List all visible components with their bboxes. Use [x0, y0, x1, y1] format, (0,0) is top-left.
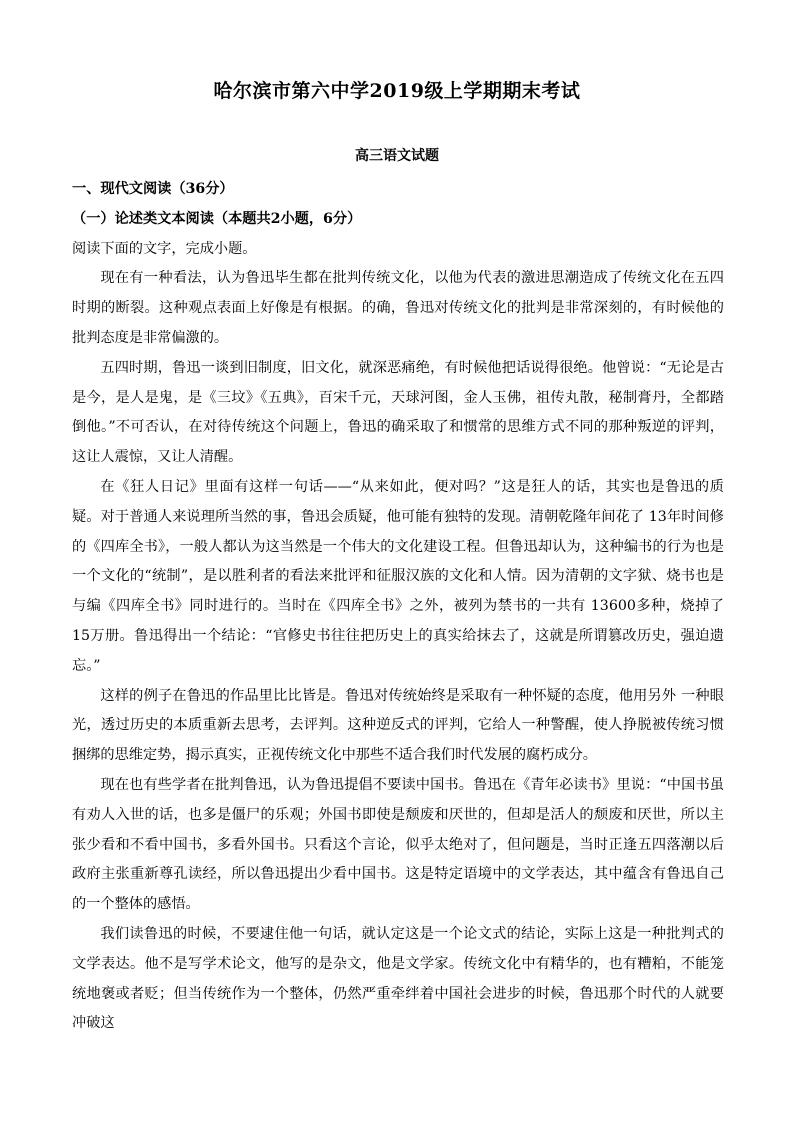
passage-paragraph-6: 我们读鲁迅的时候，不要逮住他一句话，就认定这是一个论文式的结论，实际上这是一种批判式的文学表达。他不是写学术论文，他写的是杂文，他是文学家。传统文化中有精华的，也有糟粕，不能笼统地褒或者贬；但当传统作为一个整体，仍然严重牵绊着中国社会进步的时候，鲁迅那个时代的人就要冲破这	[72, 925, 724, 1032]
subject-title: 高三语文试题	[355, 148, 439, 164]
exam-title: 哈尔滨市第六中学2019级上学期期末考试	[213, 80, 581, 102]
subsection-heading: （一）论述类文本阅读（本题共2小题，6分）	[72, 210, 362, 227]
exam-content	[72, 175, 724, 1039]
reading-instruction: 阅读下面的文字，完成小题。	[72, 240, 257, 257]
passage-paragraph-1: 现在有一种看法，认为鲁迅毕生都在批判传统文化，以他为代表的激进思潮造成了传统文化在五四时期的断裂。这种观点表面上好像是有根据。的确，鲁迅对传统文化的批判是非常深刻的，有时候他的批判态度是非常偏激的。	[72, 270, 724, 346]
passage-paragraph-2: 五四时期，鲁迅一谈到旧制度，旧文化，就深恶痛绝，有时候他把话说得很绝。他曾说：“无论是古是今，是人是鬼，是《三坟》《五典》，百宋千元，天球河图，金人玉佛，祖传丸散，秘制膏丹，全都踏倒他。”不可否认，在对待传统这个问题上，鲁迅的确采取了和惯常的思维方式不同的那种叛逆的评判，这让人震惊，又让人清醒。	[72, 359, 724, 466]
passage-paragraph-5: 现在也有些学者在批判鲁迅，认为鲁迅提倡不要读中国书。鲁迅在《青年必读书》里说：“中国书虽有劝人入世的话，也多是僵尸的乐观；外国书即使是颓废和厌世的，但却是活人的颓废和厌世，所以主张少看和不看中国书，多看外国书。只看这个言论，似乎太绝对了，但问题是，当时正逢五四落潮以后政府主张重新尊孔读经，所以鲁迅提出少看中国书。这是特定语境中的文学表达，其中蕴含有鲁迅自己的一个整体的感悟。	[72, 776, 724, 913]
passage-paragraph-3: 在《狂人日记》里面有这样一句话——“从来如此，便对吗？”这是狂人的话，其实也是鲁迅的质疑。对于普通人来说理所当然的事，鲁迅会质疑，他可能有独特的发现。清朝乾隆年间花了 13年时间修的《四库全书》，一般人都认为这当然是一个伟大的文化建设工程。但鲁迅却认为，这种编书的行为也是一个文化的“统制”，是以胜利者的看法来批评和征服汉族的文化和人情。因为清朝的文字狱、烧书也是与编《四库全书》同时进行的。当时在《四库全书》之外，被列为禁书的一共有 13600多种，烧掉了 15万册。鲁迅得出一个结论：“官修史书往往把历史上的真实给抹去了，这就是所谓篡改历史，强迫遗忘。”	[72, 478, 724, 674]
passage-paragraph-4: 这样的例子在鲁迅的作品里比比皆是。鲁迅对传统始终是采取有一种怀疑的态度，他用另外 一种眼光，透过历史的本质重新去思考，去评判。这种逆反式的评判，它给人一种警醒，使人挣脱被传统习惯捆绑的思维定势，揭示真实，正视传统文化中那些不适合我们时代发展的腐朽成分。	[72, 687, 724, 764]
section-heading: 一、现代文阅读（36分）	[72, 181, 234, 197]
